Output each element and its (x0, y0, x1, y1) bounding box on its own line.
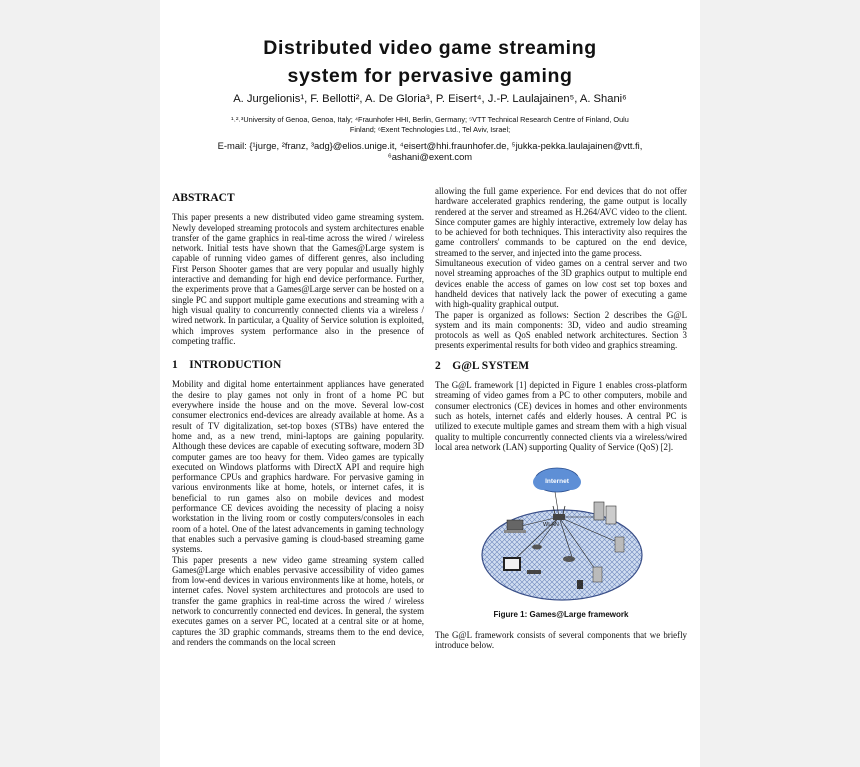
abstract-text: This paper presents a new distributed video game streaming system. Newly developed streaming protocols and system architectures enable transfer of the game graphics in real-time across the wired / wireless network. Initial tests have shown that the Games@Large system is capable of running video games of different genres, also including First Person Shooter games that are very popular and usually highly interactive and demanding for high end device performance. Further, the experiments prove that a Games@Large server can be hosted on a single PC and support multiple game executions and streaming with a high visual quality to concurrently connected clients via a wireless / wired network. In particular, a Quality of Service solution is exploited, which improves system performance also in the presence of competing traffic. (172, 212, 424, 346)
laptop-icon (504, 520, 526, 533)
figure-caption: Figure 1: Games@Large framework (493, 610, 629, 620)
abstract-heading: ABSTRACT (172, 192, 235, 204)
left-column (172, 193, 424, 647)
system-paragraph-2: The G@L framework consists of several components that we briefly introduce below. (435, 630, 687, 651)
affiliations (200, 115, 660, 135)
handheld-device-icon (577, 580, 583, 589)
system-paragraph-1: The G@L framework [1] depicted in Figure 1 enables cross-platform streaming of video games from a PC to other computers, mobile and consumer electronics (CE) devices in homes and other environments such as hotels, internet cafés and elderly houses. A central PC is utilized to execute multiple games and stream them with a high visual quality to multiple concurrently connected clients via a wireless/wired local area network (LAN) supporting Quality of Service (QoS) [2]. (435, 380, 687, 452)
set-top-box-icon (527, 570, 541, 574)
affiliation-line-1: ¹˒²˒³University of Genoa, Genoa, Italy; ⁴Fraunhofer HHI, Berlin, Germany; ⁵VTT Technical Research Centre of Finland, Oulu (231, 115, 629, 124)
paper-title-line-2: system for pervasive gaming (287, 65, 573, 87)
author-list: A. Jurgelionis¹, F. Bellotti², A. De Gloria³, P. Eisert⁴, J.-P. Laulajainen⁵, A. Shani⁶ (233, 93, 627, 105)
internet-label: Internet (545, 478, 569, 486)
intro-paragraph-3: allowing the full game experience. For end devices that do not offer hardware accelerated graphics rendering, the game output is locally rendered at the server and streamed as H.264/AVC video to the client. Since computer games are highly interactive, extremely low delay has to be achieved for both techniques. This interactivity also requires the game controllers' commands to be captured on the end device, streamed to the server, and injected into the game process. (435, 186, 687, 258)
email-line-1: E-mail: {¹jurge, ²franz, ³adg}@elios.unige.it, ⁴eisert@hhi.fraunhofer.de, ⁵jukka-pekka.laulajainen@vtt.fi, (217, 140, 643, 151)
paper-title-line-1: Distributed video game streaming (263, 37, 597, 59)
email-line-2: ⁶ashani@exent.com (387, 151, 473, 162)
intro-paragraph-1: Mobility and digital home entertainment appliances have generated the desire to play games not only in front of a home PC but everywhere inside the house and on the move. Several low-cost consumer electronics end-devices are already available at home. As a result of TV digitalization, set-top boxes (STBs) have entered the home and, as a new trend, mini-laptops are gaining popularity. Although these devices are capable of executing software, modern 3D computer games are too heavy for them. Video games are typically executed on Windows platforms with DirectX API and require high performance CPUs and graphics hardware. For pervasive gaming in various environments like at home, hotels, or internet cafes, it is beneficial to run games also on mobile devices and modest performance CE devices avoiding the necessity of placing a noisy workstation in the living room or costly computers/consoles in each room of a hotel. One of the latest advancements in gaming technology that enables such a pervasive gaming is cloud-based streaming game systems. (172, 379, 424, 555)
paper-page (160, 0, 700, 767)
games-at-large-diagram (477, 462, 647, 607)
lan-area (482, 510, 642, 600)
system-heading: 2 G@L SYSTEM (435, 359, 530, 372)
intro-paragraph-5: The paper is organized as follows: Section 2 describes the G@L system and its main components: 3D, video and audio streaming protocols as well as QoS enabled network architectures. Section 3 presents experimental results for both video and graphics streaming. (435, 309, 687, 351)
wlan-label: WLAN (543, 522, 559, 529)
introduction-heading: 1 INTRODUCTION (172, 359, 282, 372)
affiliation-line-2: Finland; ⁶Exent Technologies Ltd., Tel Aviv, Israel; (349, 125, 511, 134)
figure-1 (435, 462, 687, 630)
right-column (435, 186, 687, 651)
email-block (180, 140, 680, 162)
intro-paragraph-4: Simultaneous execution of video games on a central server and two novel streaming approaches of the 3D graphics output to multiple end devices enable the access of games on low cost set top boxes and handheld devices that natively lack the power of executing a game with high-quality graphical output. (435, 258, 687, 310)
tv-icon (503, 557, 521, 571)
intro-paragraph-2: This paper presents a new video game streaming system called Games@Large which enables pervasive accessibility of video games from low-end devices in various environments like at home, hotels, or internet cafes. Novel system architectures and protocols are used to transfer the game graphics in real-time across the wired / wireless network to concurrently connected end devices. In general, the system executes games on a server PC, located at a central site or at home, captures the 3D graphic commands, streams them to the end device, and renders the commands on the local screen (172, 554, 424, 647)
